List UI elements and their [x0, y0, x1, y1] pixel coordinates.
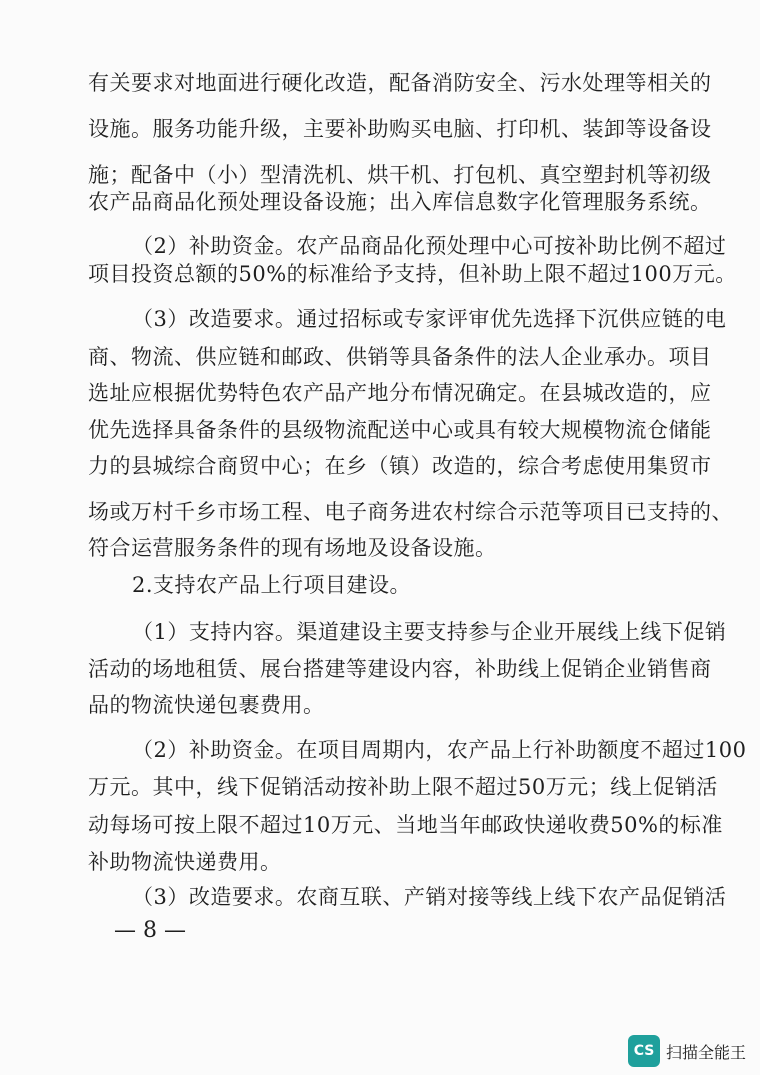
text-line: （3）改造要求。农商互联、产销对接等线上线下农产品促销活	[132, 885, 727, 909]
text-line: （2）补助资金。在项目周期内，农产品上行补助额度不超过100	[132, 738, 747, 762]
text-line: 有关要求对地面进行硬化改造，配备消防安全、污水处理等相关的	[88, 71, 712, 95]
text-line: 品的物流快递包裹费用。	[88, 693, 325, 717]
text-line: （1）支持内容。渠道建设主要支持参与企业开展线上线下促销	[132, 620, 727, 644]
camscanner-logo-icon: CS	[628, 1035, 660, 1067]
text-line: 选址应根据优势特色农产品产地分布情况确定。在县城改造的，应	[88, 381, 712, 405]
text-line: 万元。其中，线下促销活动按补助上限不超过50万元；线上促销活	[88, 775, 718, 799]
text-line: 商、物流、供应链和邮政、供销等具备条件的法人企业承办。项目	[88, 345, 712, 369]
scanner-app-name: 扫描全能王	[666, 1042, 747, 1062]
text-line: 场或万村千乡市场工程、电子商务进农村综合示范等项目已支持的、	[88, 500, 733, 524]
text-line: 符合运营服务条件的现有场地及设备设施。	[88, 536, 497, 560]
text-line: （3）改造要求。通过招标或专家评审优先选择下沉供应链的电	[132, 307, 727, 331]
text-line: 项目投资总额的50%的标准给予支持，但补助上限不超过100万元。	[88, 262, 737, 286]
text-line: 施；配备中（小）型清洗机、烘干机、打包机、真空塑封机等初级	[88, 163, 712, 187]
text-line: 设施。服务功能升级，主要补助购买电脑、打印机、装卸等设备设	[88, 117, 712, 141]
text-line: 动每场可按上限不超过10万元、当地当年邮政快递收费50%的标准	[88, 813, 723, 837]
section-heading: 2.支持农产品上行项目建设。	[132, 573, 412, 597]
scanner-watermark	[628, 1035, 746, 1067]
text-line: 农产品商品化预处理设备设施；出入库信息数字化管理服务系统。	[88, 190, 712, 214]
text-line: （2）补助资金。农产品商品化预处理中心可按补助比例不超过	[132, 234, 727, 258]
text-line: 优先选择具备条件的县级物流配送中心或具有较大规模物流仓储能	[88, 418, 712, 442]
text-line: 力的县城综合商贸中心；在乡（镇）改造的，综合考虑使用集贸市	[88, 454, 712, 478]
text-line: 活动的场地租赁、展台搭建等建设内容，补助线上促销企业销售商	[88, 657, 712, 681]
text-line: 补助物流快递费用。	[88, 850, 282, 874]
page-number: — 8 —	[114, 918, 186, 943]
